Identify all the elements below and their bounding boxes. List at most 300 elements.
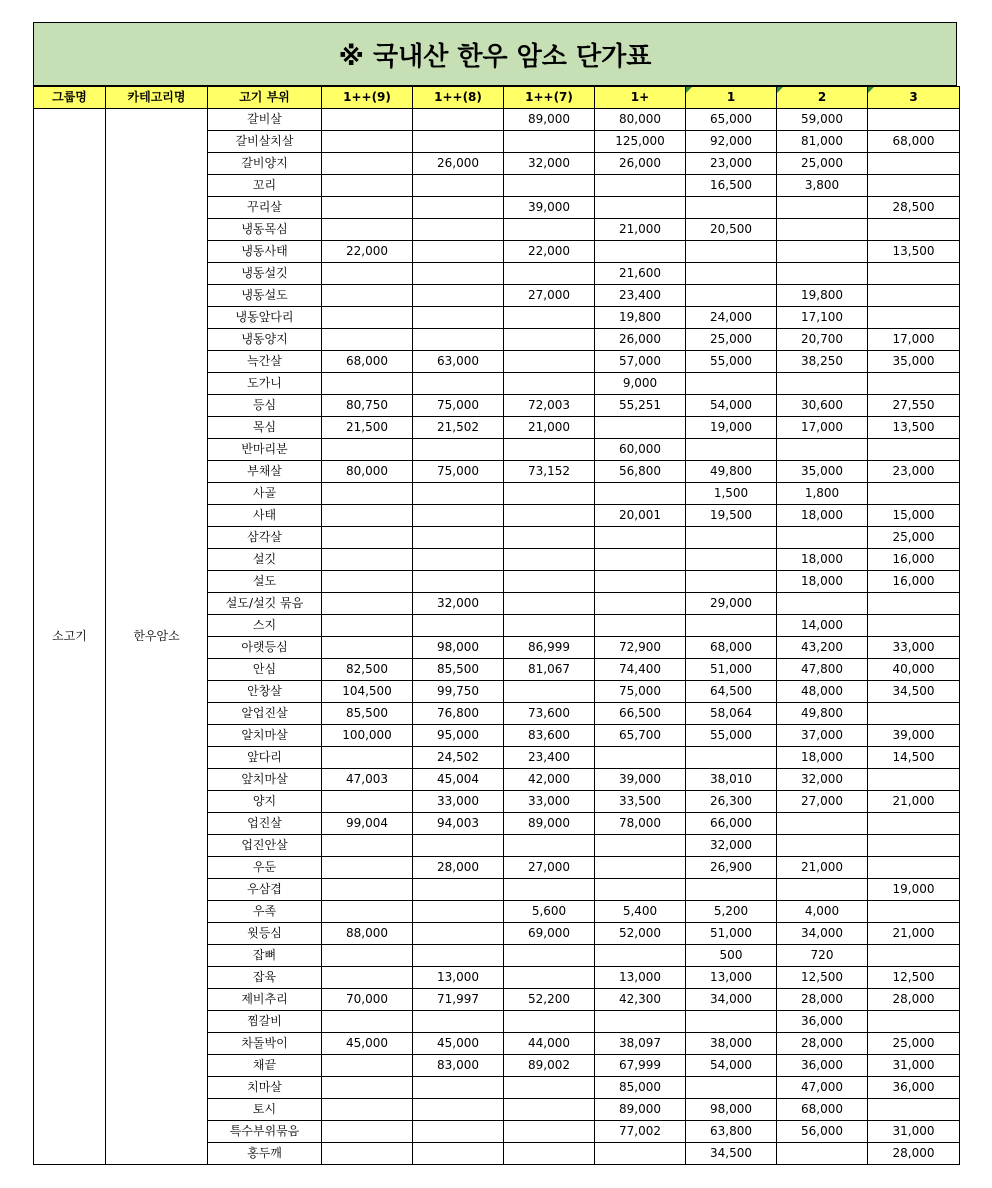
price-cell-1pp8: 75,000 xyxy=(413,395,504,417)
part-cell: 양지 xyxy=(208,791,322,813)
price-cell-2 xyxy=(777,263,868,285)
price-cell-3 xyxy=(868,439,960,461)
price-cell-1pp8 xyxy=(413,175,504,197)
price-cell-1pp8 xyxy=(413,219,504,241)
price-cell-1p xyxy=(595,417,686,439)
price-cell-1pp7: 27,000 xyxy=(504,857,595,879)
price-cell-3 xyxy=(868,1011,960,1033)
category-cell: 한우암소 xyxy=(106,109,208,1165)
header-category: 카테고리명 xyxy=(106,87,208,109)
price-cell-1pp9 xyxy=(322,505,413,527)
price-cell-1pp8 xyxy=(413,945,504,967)
part-cell: 토시 xyxy=(208,1099,322,1121)
price-cell-3: 27,550 xyxy=(868,395,960,417)
price-cell-2: 19,800 xyxy=(777,285,868,307)
price-cell-1 xyxy=(686,1011,777,1033)
price-cell-1: 5,200 xyxy=(686,901,777,923)
price-cell-2: 56,000 xyxy=(777,1121,868,1143)
price-cell-1 xyxy=(686,285,777,307)
part-cell: 삼각살 xyxy=(208,527,322,549)
part-cell: 홍두깨 xyxy=(208,1143,322,1165)
part-cell: 치마살 xyxy=(208,1077,322,1099)
price-cell-1 xyxy=(686,747,777,769)
price-cell-1p xyxy=(595,571,686,593)
price-cell-3: 17,000 xyxy=(868,329,960,351)
price-cell-1pp9 xyxy=(322,1143,413,1165)
price-cell-1pp9 xyxy=(322,879,413,901)
price-cell-1p: 72,900 xyxy=(595,637,686,659)
price-cell-2: 37,000 xyxy=(777,725,868,747)
price-cell-1pp7: 23,400 xyxy=(504,747,595,769)
price-cell-1p: 52,000 xyxy=(595,923,686,945)
price-cell-1pp9: 47,003 xyxy=(322,769,413,791)
price-cell-3: 13,500 xyxy=(868,241,960,263)
price-cell-1pp8 xyxy=(413,615,504,637)
price-cell-1pp9 xyxy=(322,527,413,549)
price-cell-1pp9 xyxy=(322,747,413,769)
price-cell-1pp7 xyxy=(504,593,595,615)
price-cell-1pp7 xyxy=(504,505,595,527)
price-cell-1pp8 xyxy=(413,1011,504,1033)
price-cell-1pp8: 24,502 xyxy=(413,747,504,769)
price-cell-2: 18,000 xyxy=(777,747,868,769)
price-cell-1p xyxy=(595,879,686,901)
price-cell-1pp8 xyxy=(413,549,504,571)
price-cell-1pp7: 5,600 xyxy=(504,901,595,923)
price-cell-3 xyxy=(868,109,960,131)
price-cell-3 xyxy=(868,945,960,967)
price-cell-1p: 80,000 xyxy=(595,109,686,131)
price-cell-3: 36,000 xyxy=(868,1077,960,1099)
price-cell-3: 28,000 xyxy=(868,1143,960,1165)
part-cell: 채끝 xyxy=(208,1055,322,1077)
price-cell-1p: 56,800 xyxy=(595,461,686,483)
price-cell-2: 32,000 xyxy=(777,769,868,791)
price-cell-2 xyxy=(777,373,868,395)
price-cell-1pp8 xyxy=(413,901,504,923)
price-cell-1pp8: 45,000 xyxy=(413,1033,504,1055)
part-cell: 차돌박이 xyxy=(208,1033,322,1055)
price-cell-1: 64,500 xyxy=(686,681,777,703)
price-cell-2: 48,000 xyxy=(777,681,868,703)
price-cell-2: 20,700 xyxy=(777,329,868,351)
price-cell-1p: 5,400 xyxy=(595,901,686,923)
price-cell-2: 18,000 xyxy=(777,549,868,571)
price-cell-1pp7 xyxy=(504,1099,595,1121)
part-cell: 갈비살치살 xyxy=(208,131,322,153)
part-cell: 냉동양지 xyxy=(208,329,322,351)
price-cell-1pp9: 22,000 xyxy=(322,241,413,263)
price-cell-1pp9: 85,500 xyxy=(322,703,413,725)
price-cell-1pp7 xyxy=(504,945,595,967)
price-cell-1 xyxy=(686,241,777,263)
part-cell: 안창살 xyxy=(208,681,322,703)
price-cell-1p xyxy=(595,1011,686,1033)
price-cell-1: 66,000 xyxy=(686,813,777,835)
price-cell-1pp9 xyxy=(322,483,413,505)
price-cell-2: 47,000 xyxy=(777,1077,868,1099)
price-cell-1pp8 xyxy=(413,307,504,329)
price-cell-1pp9 xyxy=(322,153,413,175)
price-cell-1pp9 xyxy=(322,857,413,879)
price-cell-1p: 60,000 xyxy=(595,439,686,461)
price-cell-2: 28,000 xyxy=(777,1033,868,1055)
price-cell-1pp7 xyxy=(504,571,595,593)
part-cell: 특수부위묶음 xyxy=(208,1121,322,1143)
price-sheet xyxy=(33,22,960,1165)
price-cell-2: 27,000 xyxy=(777,791,868,813)
price-cell-1p xyxy=(595,549,686,571)
price-cell-1p: 21,000 xyxy=(595,219,686,241)
price-cell-1p: 26,000 xyxy=(595,153,686,175)
price-cell-1pp9: 21,500 xyxy=(322,417,413,439)
price-cell-1pp8: 21,502 xyxy=(413,417,504,439)
price-cell-1pp7: 72,003 xyxy=(504,395,595,417)
price-cell-1pp7: 33,000 xyxy=(504,791,595,813)
price-cell-1: 58,064 xyxy=(686,703,777,725)
price-cell-1pp7: 89,000 xyxy=(504,813,595,835)
price-cell-1pp9: 88,000 xyxy=(322,923,413,945)
price-cell-2 xyxy=(777,813,868,835)
price-cell-1pp7: 21,000 xyxy=(504,417,595,439)
price-cell-1pp8 xyxy=(413,923,504,945)
price-cell-3: 12,500 xyxy=(868,967,960,989)
part-cell: 꾸리살 xyxy=(208,197,322,219)
part-cell: 안심 xyxy=(208,659,322,681)
price-cell-3 xyxy=(868,593,960,615)
price-cell-1pp8 xyxy=(413,131,504,153)
part-cell: 갈비살 xyxy=(208,109,322,131)
price-cell-2: 21,000 xyxy=(777,857,868,879)
price-cell-1: 49,800 xyxy=(686,461,777,483)
price-cell-1pp8 xyxy=(413,373,504,395)
sheet-title: ※ 국내산 한우 암소 단가표 xyxy=(33,22,957,86)
price-cell-3: 19,000 xyxy=(868,879,960,901)
price-cell-1pp8: 71,997 xyxy=(413,989,504,1011)
header-row xyxy=(34,87,960,109)
price-cell-1pp8 xyxy=(413,1099,504,1121)
price-cell-1p: 20,001 xyxy=(595,505,686,527)
part-cell: 찜갈비 xyxy=(208,1011,322,1033)
price-cell-1: 26,900 xyxy=(686,857,777,879)
price-cell-3: 33,000 xyxy=(868,637,960,659)
price-cell-1pp9 xyxy=(322,1099,413,1121)
price-cell-1pp9 xyxy=(322,329,413,351)
header-group: 그룹명 xyxy=(34,87,106,109)
price-cell-1pp8 xyxy=(413,527,504,549)
price-cell-1pp9 xyxy=(322,791,413,813)
price-cell-3 xyxy=(868,219,960,241)
price-cell-1 xyxy=(686,571,777,593)
part-cell: 잡뼈 xyxy=(208,945,322,967)
price-cell-1: 54,000 xyxy=(686,395,777,417)
price-cell-2 xyxy=(777,835,868,857)
price-cell-1pp7 xyxy=(504,879,595,901)
price-cell-2 xyxy=(777,879,868,901)
price-cell-1: 19,500 xyxy=(686,505,777,527)
table-body xyxy=(34,109,960,1165)
price-cell-1pp7: 39,000 xyxy=(504,197,595,219)
price-cell-2: 47,800 xyxy=(777,659,868,681)
price-cell-1pp7: 52,200 xyxy=(504,989,595,1011)
price-cell-1pp9 xyxy=(322,549,413,571)
price-cell-1pp7: 69,000 xyxy=(504,923,595,945)
part-cell: 늑간살 xyxy=(208,351,322,373)
price-cell-1pp7: 73,152 xyxy=(504,461,595,483)
price-cell-1pp8: 13,000 xyxy=(413,967,504,989)
part-cell: 설도 xyxy=(208,571,322,593)
price-cell-2: 59,000 xyxy=(777,109,868,131)
price-cell-1p: 85,000 xyxy=(595,1077,686,1099)
price-cell-1pp7: 27,000 xyxy=(504,285,595,307)
price-cell-3 xyxy=(868,813,960,835)
price-cell-2: 28,000 xyxy=(777,989,868,1011)
price-cell-1: 98,000 xyxy=(686,1099,777,1121)
price-cell-2: 35,000 xyxy=(777,461,868,483)
price-cell-3 xyxy=(868,373,960,395)
price-cell-1pp8: 99,750 xyxy=(413,681,504,703)
price-cell-1pp7 xyxy=(504,1011,595,1033)
price-cell-1pp7: 81,067 xyxy=(504,659,595,681)
part-cell: 꼬리 xyxy=(208,175,322,197)
price-cell-1pp8: 63,000 xyxy=(413,351,504,373)
price-cell-1pp7: 32,000 xyxy=(504,153,595,175)
price-cell-2: 36,000 xyxy=(777,1011,868,1033)
price-cell-1pp9 xyxy=(322,1121,413,1143)
price-cell-1p xyxy=(595,747,686,769)
price-cell-1pp9 xyxy=(322,131,413,153)
price-cell-1pp7 xyxy=(504,549,595,571)
price-cell-1p xyxy=(595,615,686,637)
price-cell-1p: 9,000 xyxy=(595,373,686,395)
price-cell-1pp7: 89,002 xyxy=(504,1055,595,1077)
price-cell-1 xyxy=(686,1077,777,1099)
part-cell: 잡육 xyxy=(208,967,322,989)
price-cell-1pp9 xyxy=(322,109,413,131)
price-cell-3 xyxy=(868,703,960,725)
price-cell-1 xyxy=(686,373,777,395)
price-cell-1pp7 xyxy=(504,175,595,197)
price-cell-1pp7 xyxy=(504,307,595,329)
header-grade-1: 1 xyxy=(686,87,777,109)
price-cell-1p: 75,000 xyxy=(595,681,686,703)
price-cell-1pp9 xyxy=(322,1055,413,1077)
price-cell-1pp9 xyxy=(322,263,413,285)
price-cell-2: 30,600 xyxy=(777,395,868,417)
price-cell-2 xyxy=(777,241,868,263)
price-cell-1: 34,500 xyxy=(686,1143,777,1165)
part-cell: 알업진살 xyxy=(208,703,322,725)
price-cell-1p: 26,000 xyxy=(595,329,686,351)
price-cell-1pp7 xyxy=(504,351,595,373)
part-cell: 사골 xyxy=(208,483,322,505)
part-cell: 윗등심 xyxy=(208,923,322,945)
part-cell: 목심 xyxy=(208,417,322,439)
price-cell-3: 68,000 xyxy=(868,131,960,153)
price-cell-1p xyxy=(595,857,686,879)
price-cell-1: 23,000 xyxy=(686,153,777,175)
price-cell-1: 500 xyxy=(686,945,777,967)
price-cell-1 xyxy=(686,527,777,549)
price-cell-3 xyxy=(868,307,960,329)
price-cell-1: 16,500 xyxy=(686,175,777,197)
price-cell-1p xyxy=(595,241,686,263)
price-cell-2: 3,800 xyxy=(777,175,868,197)
part-cell: 갈비양지 xyxy=(208,153,322,175)
price-cell-3 xyxy=(868,857,960,879)
price-cell-2: 17,000 xyxy=(777,417,868,439)
price-cell-1pp9: 68,000 xyxy=(322,351,413,373)
price-cell-3 xyxy=(868,835,960,857)
price-cell-1p xyxy=(595,593,686,615)
price-cell-2: 36,000 xyxy=(777,1055,868,1077)
price-cell-2 xyxy=(777,527,868,549)
price-cell-1: 13,000 xyxy=(686,967,777,989)
price-cell-1pp8: 45,004 xyxy=(413,769,504,791)
price-cell-1p: 125,000 xyxy=(595,131,686,153)
price-cell-3: 39,000 xyxy=(868,725,960,747)
price-cell-2: 17,100 xyxy=(777,307,868,329)
price-cell-1pp7 xyxy=(504,615,595,637)
price-cell-2 xyxy=(777,593,868,615)
price-cell-1p: 23,400 xyxy=(595,285,686,307)
price-cell-3: 21,000 xyxy=(868,923,960,945)
price-cell-1: 19,000 xyxy=(686,417,777,439)
part-cell: 앞다리 xyxy=(208,747,322,769)
price-cell-2: 34,000 xyxy=(777,923,868,945)
price-cell-1: 34,000 xyxy=(686,989,777,1011)
price-cell-3 xyxy=(868,285,960,307)
part-cell: 설깃 xyxy=(208,549,322,571)
price-cell-1p xyxy=(595,527,686,549)
price-cell-1pp8: 28,000 xyxy=(413,857,504,879)
price-cell-1: 51,000 xyxy=(686,923,777,945)
price-cell-1pp9 xyxy=(322,835,413,857)
price-cell-1pp9: 100,000 xyxy=(322,725,413,747)
price-cell-2 xyxy=(777,439,868,461)
price-cell-1pp9 xyxy=(322,637,413,659)
price-cell-1pp8: 75,000 xyxy=(413,461,504,483)
part-cell: 우족 xyxy=(208,901,322,923)
price-cell-3: 31,000 xyxy=(868,1121,960,1143)
price-cell-1pp8 xyxy=(413,109,504,131)
price-cell-1p xyxy=(595,1143,686,1165)
part-cell: 냉동설도 xyxy=(208,285,322,307)
price-cell-1pp9 xyxy=(322,571,413,593)
header-grade-2: 2 xyxy=(777,87,868,109)
part-cell: 앞치마살 xyxy=(208,769,322,791)
price-cell-2: 81,000 xyxy=(777,131,868,153)
price-cell-3 xyxy=(868,263,960,285)
price-cell-3: 16,000 xyxy=(868,549,960,571)
price-cell-2: 1,800 xyxy=(777,483,868,505)
price-cell-1pp7: 44,000 xyxy=(504,1033,595,1055)
header-grade-1pp9: 1++(9) xyxy=(322,87,413,109)
price-cell-3 xyxy=(868,1099,960,1121)
price-cell-1p: 67,999 xyxy=(595,1055,686,1077)
price-cell-3 xyxy=(868,769,960,791)
price-cell-1pp8 xyxy=(413,571,504,593)
part-cell: 사태 xyxy=(208,505,322,527)
price-cell-1 xyxy=(686,615,777,637)
part-cell: 도가니 xyxy=(208,373,322,395)
price-cell-3 xyxy=(868,175,960,197)
part-cell: 냉동목심 xyxy=(208,219,322,241)
price-cell-1pp9 xyxy=(322,219,413,241)
part-cell: 제비추리 xyxy=(208,989,322,1011)
price-cell-1p xyxy=(595,835,686,857)
price-cell-3: 25,000 xyxy=(868,1033,960,1055)
price-cell-1: 51,000 xyxy=(686,659,777,681)
price-cell-1p: 66,500 xyxy=(595,703,686,725)
price-table xyxy=(33,86,960,1165)
price-cell-1p: 13,000 xyxy=(595,967,686,989)
price-cell-1p: 39,000 xyxy=(595,769,686,791)
price-cell-1pp7: 42,000 xyxy=(504,769,595,791)
table-row xyxy=(34,109,960,131)
price-cell-1pp8 xyxy=(413,505,504,527)
price-cell-3: 21,000 xyxy=(868,791,960,813)
price-cell-1pp7 xyxy=(504,527,595,549)
price-cell-1pp7 xyxy=(504,967,595,989)
price-cell-1pp9 xyxy=(322,373,413,395)
price-cell-1pp7 xyxy=(504,329,595,351)
price-cell-1: 32,000 xyxy=(686,835,777,857)
price-cell-1 xyxy=(686,197,777,219)
price-cell-2: 12,500 xyxy=(777,967,868,989)
price-cell-3: 16,000 xyxy=(868,571,960,593)
part-cell: 등심 xyxy=(208,395,322,417)
price-cell-3: 28,000 xyxy=(868,989,960,1011)
price-cell-1pp7 xyxy=(504,1121,595,1143)
part-cell: 아랫등심 xyxy=(208,637,322,659)
price-cell-1: 26,300 xyxy=(686,791,777,813)
price-cell-1: 55,000 xyxy=(686,351,777,373)
header-grade-1pp8: 1++(8) xyxy=(413,87,504,109)
group-cell: 소고기 xyxy=(34,109,106,1165)
header-part: 고기 부위 xyxy=(208,87,322,109)
price-cell-1: 65,000 xyxy=(686,109,777,131)
price-cell-1pp8 xyxy=(413,329,504,351)
price-cell-1pp8 xyxy=(413,197,504,219)
price-cell-2: 18,000 xyxy=(777,571,868,593)
price-cell-2: 43,200 xyxy=(777,637,868,659)
price-cell-1pp7 xyxy=(504,263,595,285)
price-cell-1pp8 xyxy=(413,1077,504,1099)
price-cell-1pp9 xyxy=(322,1011,413,1033)
price-cell-2 xyxy=(777,219,868,241)
price-cell-1 xyxy=(686,263,777,285)
price-cell-1pp8: 98,000 xyxy=(413,637,504,659)
price-cell-1pp9 xyxy=(322,615,413,637)
price-cell-1pp9 xyxy=(322,285,413,307)
price-cell-1: 38,000 xyxy=(686,1033,777,1055)
part-cell: 냉동앞다리 xyxy=(208,307,322,329)
price-cell-1pp7: 22,000 xyxy=(504,241,595,263)
price-cell-1: 68,000 xyxy=(686,637,777,659)
price-cell-1p: 77,002 xyxy=(595,1121,686,1143)
price-cell-1pp7: 73,600 xyxy=(504,703,595,725)
price-cell-1pp8: 94,003 xyxy=(413,813,504,835)
price-cell-1pp8: 83,000 xyxy=(413,1055,504,1077)
price-cell-1p: 38,097 xyxy=(595,1033,686,1055)
price-cell-1pp7 xyxy=(504,1077,595,1099)
price-cell-1: 24,000 xyxy=(686,307,777,329)
price-cell-3: 14,500 xyxy=(868,747,960,769)
price-cell-2: 14,000 xyxy=(777,615,868,637)
price-cell-3: 34,500 xyxy=(868,681,960,703)
price-cell-1pp7 xyxy=(504,373,595,395)
